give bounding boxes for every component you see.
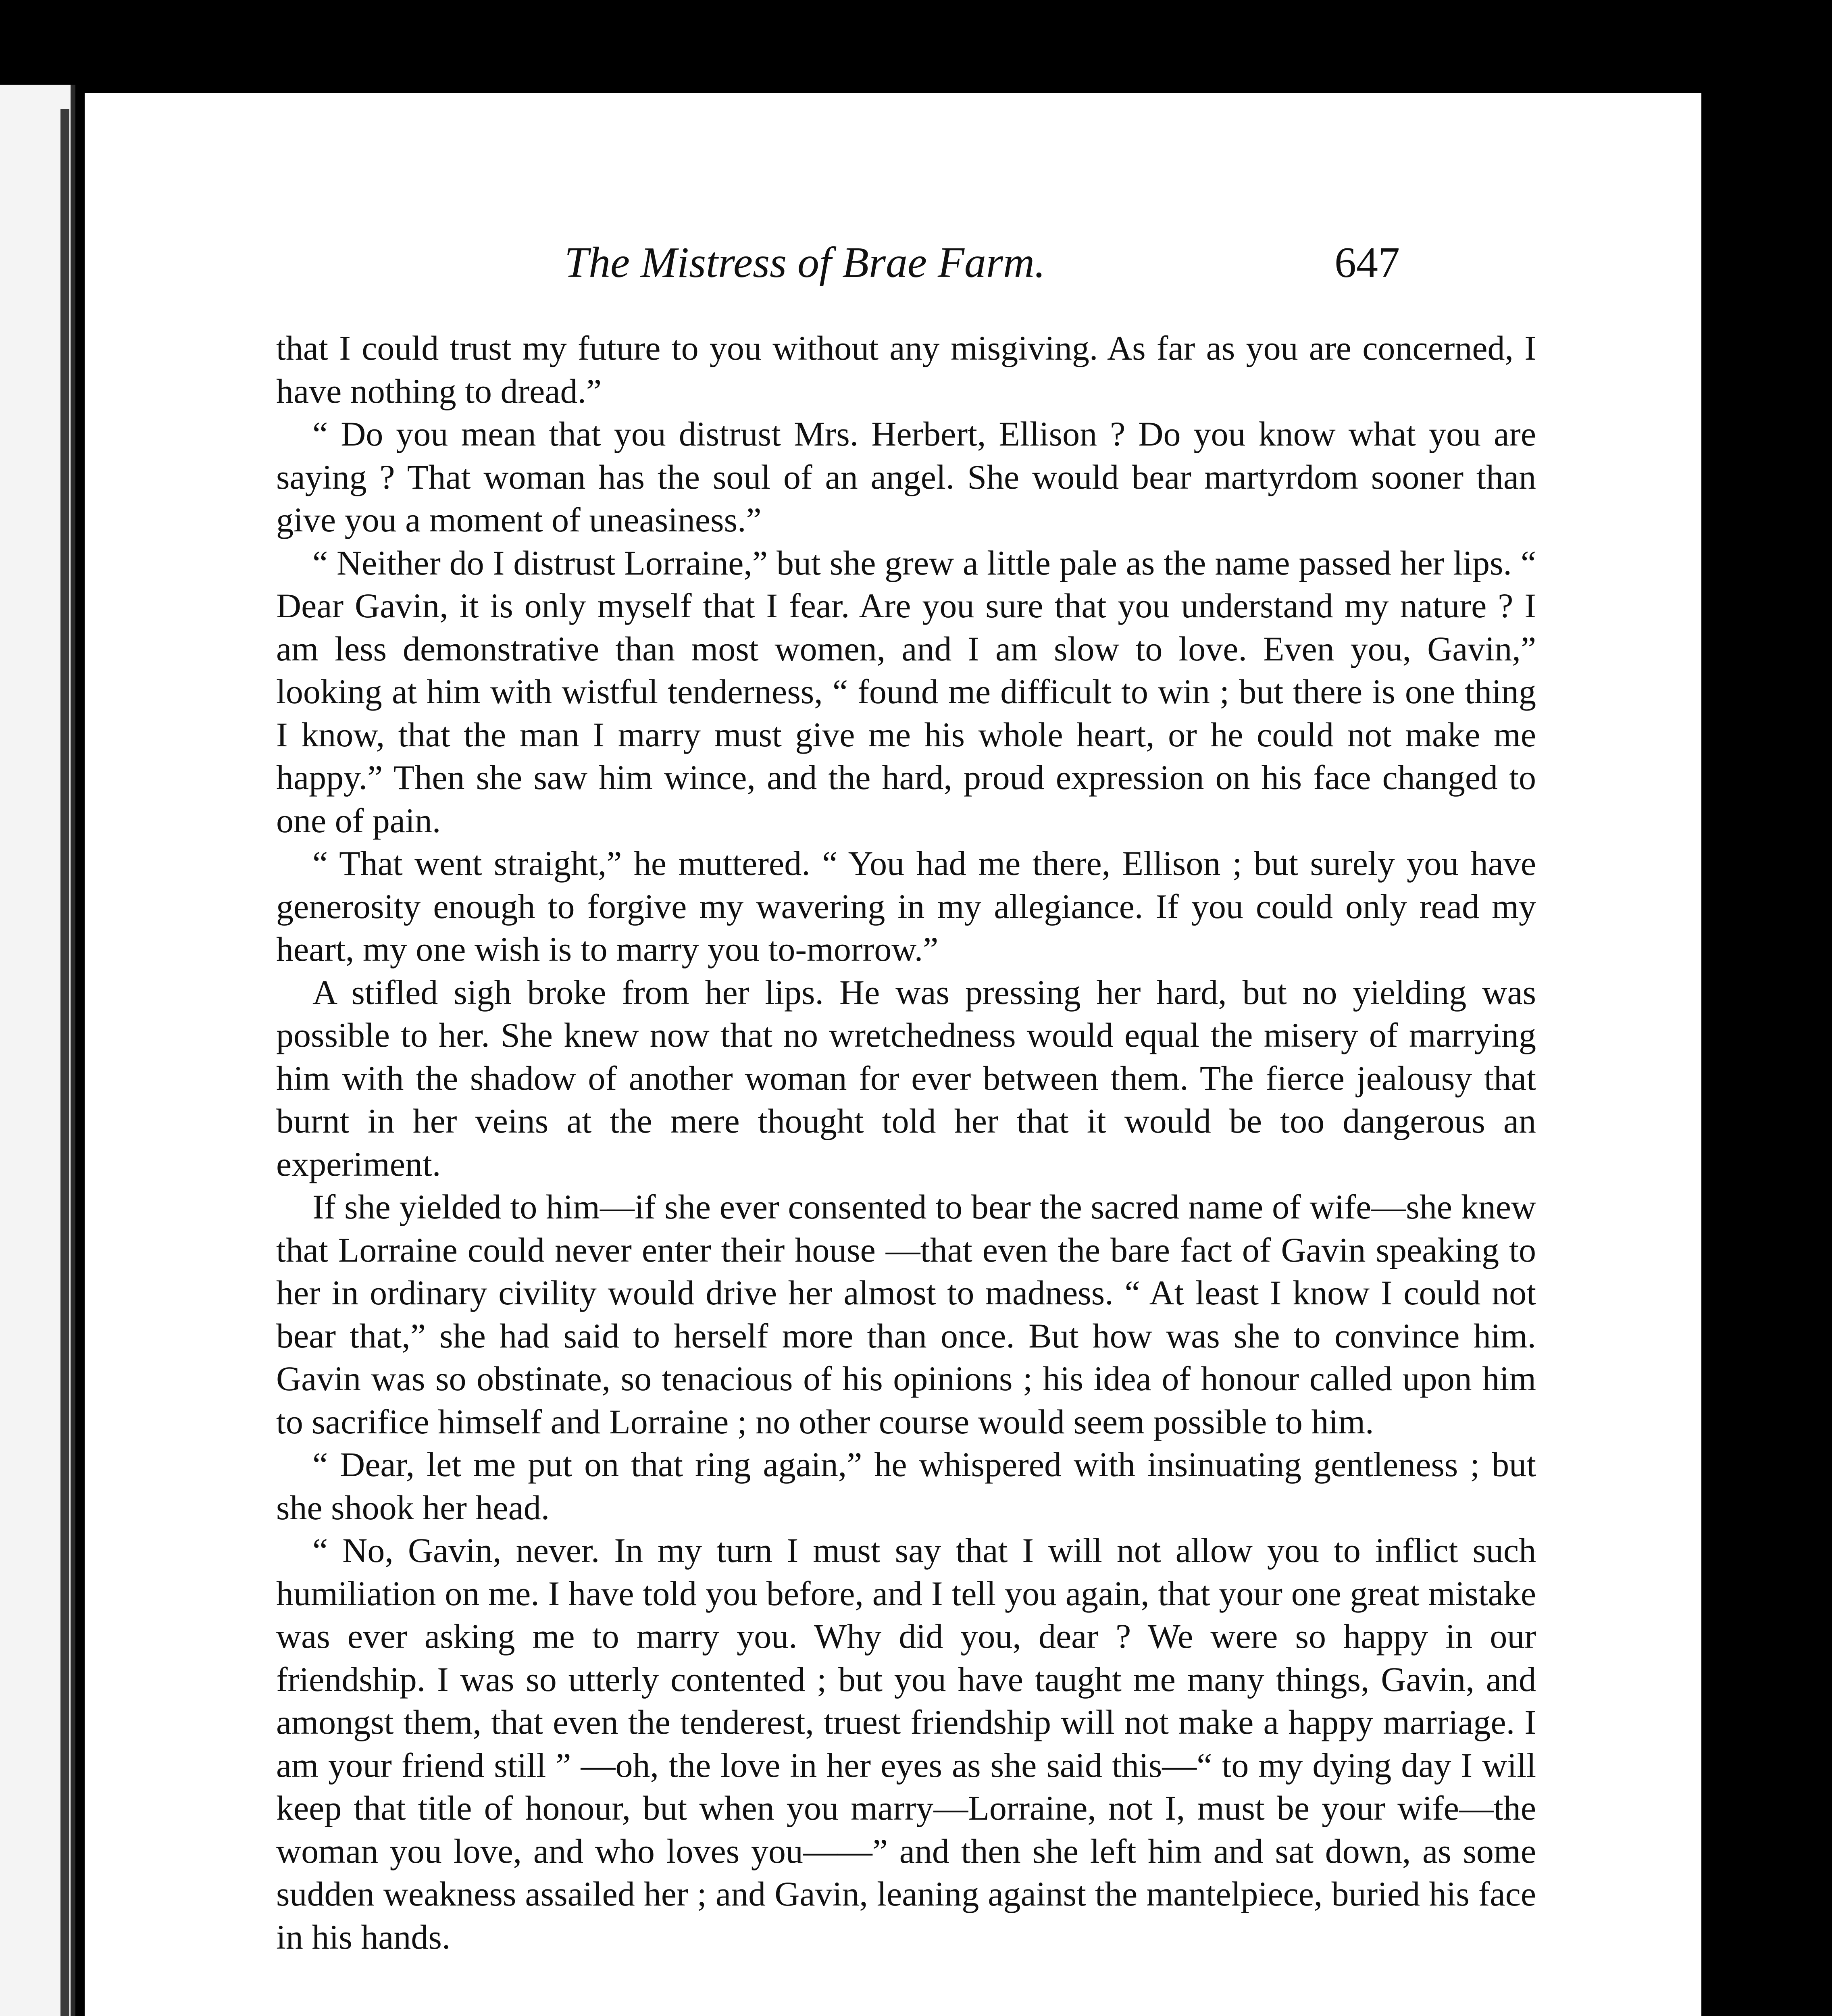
body-text xyxy=(276,327,1536,1958)
paragraph-5: A stifled sigh broke from her lips. He was pressing her hard, but no yielding was possible to her. She knew now that no wretchedness would equal the misery of marrying him with the shadow of another woman for ever between them. The fierce jealousy that burnt in her veins at the mere thought told her that it would be too dangerous an experiment. xyxy=(276,973,1536,1183)
paragraph-2: “ Do you mean that you distrust Mrs. Herbert, Ellison ? Do you know what you are saying ? That woman has the soul of an angel. She would bear martyrdom sooner than give you a moment of uneasiness.” xyxy=(276,414,1536,539)
left-page-edge xyxy=(0,85,75,2016)
paragraph-6: If she yielded to him—if she ever consented to bear the sacred name of wife—she knew that Lorraine could never enter their house —that even the bare fact of Gavin speaking to her in ordinary civility would drive her almost to madness. “ At least I know I could not bear that,” she had said to herself more than once. But how was she to convince him. Gavin was so obstinate, so tenacious of his opinions ; his idea of honour called upon him to sacrifice himself and Lorraine ; no other course would seem possible to him. xyxy=(276,1187,1536,1441)
running-title: The Mistress of Brae Farm. xyxy=(564,239,1045,287)
paragraph-3: “ Neither do I distrust Lorraine,” but she grew a little pale as the name passed her lips. “ Dear Gavin, it is only myself that I fear. Are you sure that you understand my nature ? I am less demonstrative than most women, and I am slow to love. Even you, Gavin,” looking at him with wistful tenderness, “ found me difficult to win ; but there is one thing I know, that the man I marry must give me his whole heart, or he could not make me happy.” Then she saw him wince, and the hard, proud expression on his face changed to one of pain. xyxy=(276,543,1536,840)
page-number: 647 xyxy=(1334,239,1400,287)
paragraph-7: “ Dear, let me put on that ring again,” he whispered with insinuating gentleness ; but she shook her head. xyxy=(276,1445,1536,1527)
paragraph-8: “ No, Gavin, never. In my turn I must say that I will not allow you to inflict such humiliation on me. I have told you before, and I tell you again, that your one great mistake was ever asking me to marry you. Why did you, dear ? We were so happy in our friendship. I was so utterly contented ; but you have taught me many things, Gavin, and amongst them, that even the tenderest, truest friendship will not make a happy marriage. I am your friend still ” —oh, the love in her eyes as she said this—“ to my dying day I will keep that title of honour, but when you marry—Lorraine, not I, must be your wife—the woman you love, and who loves you——” and then she left him and sat down, as some sudden weakness assailed her ; and Gavin, leaning against the mantelpiece, buried his face in his hands. xyxy=(276,1531,1536,1956)
book-page xyxy=(85,93,1701,2016)
paragraph-4: “ That went straight,” he muttered. “ You had me there, Ellison ; but surely you have generosity enough to forgive my wavering in my allegiance. If you could only read my heart, my one wish is to marry you to-morrow.” xyxy=(276,844,1536,968)
running-head xyxy=(85,238,1701,319)
paragraph-1: that I could trust my future to you without any misgiving. As far as you are concerned, I have nothing to dread.” xyxy=(276,329,1536,410)
page-fold-shadow xyxy=(60,109,69,2016)
